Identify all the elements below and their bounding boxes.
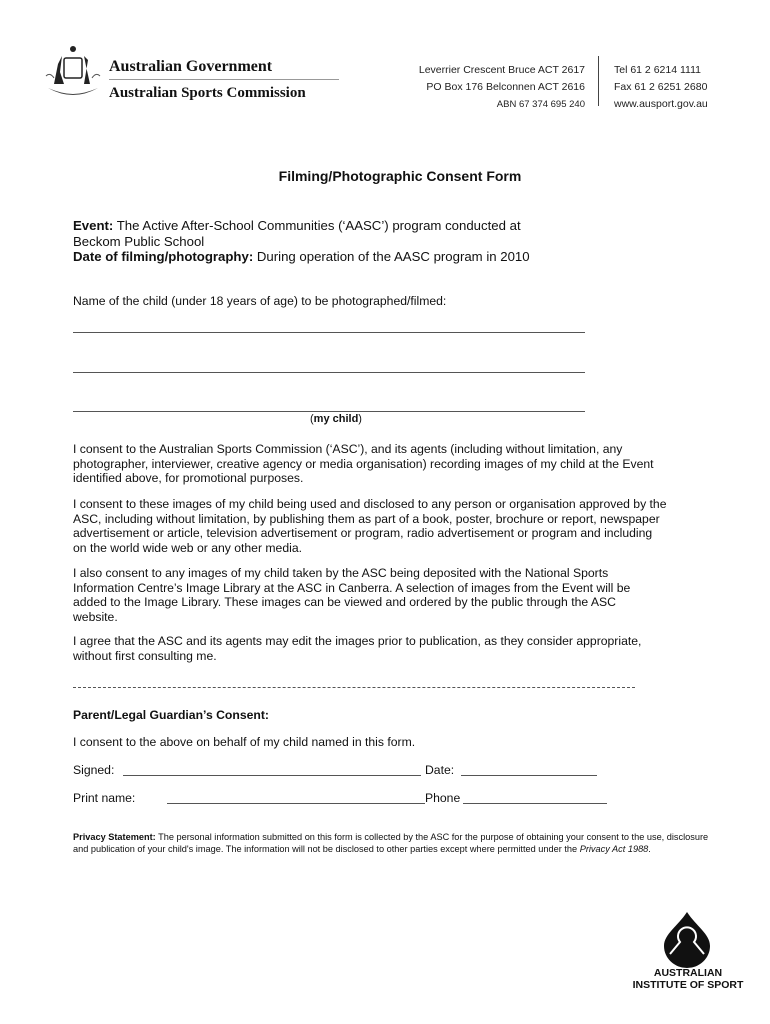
website-link[interactable]: www.ausport.gov.au xyxy=(614,98,708,110)
privacy-act: Privacy Act 1988 xyxy=(579,843,649,854)
event-value-location: Beckom Public School xyxy=(73,233,205,249)
privacy-statement: Privacy Statement: The personal information submitted on this form is collected by the ASC for the purpose of obtaining your consent to the use, disclosure and publication of your child's image. The information will not be disclosed to other parties except where permitted under the Privacy Act 1988. xyxy=(73,832,709,854)
consent-paragraph: I agree that the ASC and its agents may edit the images prior to publication, as they consider appropriate, without first consulting me. xyxy=(73,634,642,663)
address-line: Leverrier Crescent Bruce ACT 2617 xyxy=(418,64,585,76)
guardian-statement: I consent to the above on behalf of my child named in this form. xyxy=(73,735,416,749)
privacy-label: Privacy Statement: xyxy=(73,832,156,842)
ais-line-2: INSTITUTE OF SPORT xyxy=(632,979,744,991)
coat-of-arms-icon xyxy=(44,44,102,104)
phone: Tel 61 2 6214 1111 xyxy=(614,64,701,76)
ais-logo-text xyxy=(620,967,756,991)
contact-block xyxy=(614,62,708,113)
consent-paragraph: I consent to these images of my child being used and disclosed to any person or organisation approved by the ASC, including without limitation, by publishing them as part of a book, poster, brochure or report, newspaper advertisement or article, television advertisement or program, radio advertisement or program and including on the world wide web or any other media. xyxy=(73,497,667,555)
child-name-prompt: Name of the child (under 18 years of age) to be photographed/filmed: xyxy=(73,294,447,308)
consent-paragraph: I also consent to any images of my child taken by the ASC being deposited with the National Sports Information Centre’s Image Library at the ASC in Canberra. A selection of images from the Event will be added to the Image Library. These images can be viewed and ordered by the public through the ASC website. xyxy=(73,566,631,624)
org-primary: Australian Government xyxy=(109,58,273,75)
my-child-caption: (my child) xyxy=(310,413,362,425)
child-name-line-3[interactable] xyxy=(73,411,585,412)
org-secondary: Australian Sports Commission xyxy=(109,85,306,101)
header-divider xyxy=(109,79,339,80)
privacy-text: The personal information submitted on this form is collected by the ASC for the purpose of obtaining your consent to the use, disclosure and publication of your child's image. The information will not be disclosed to other parties except where permitted under the xyxy=(73,832,709,854)
child-name-line-2[interactable] xyxy=(73,372,585,373)
date-value: During operation of the AASC program in 2010 xyxy=(256,249,530,264)
page-title: Filming/Photographic Consent Form xyxy=(278,168,522,184)
child-name-line-1[interactable] xyxy=(73,332,585,333)
consent-paragraph: I consent to the Australian Sports Commission (‘ASC’), and its agents (including without limitation, any photographer, interviewer, creative agency or media organisation) recording images of my child at the Event identified above, for promotional purposes. xyxy=(73,442,654,485)
date-field[interactable] xyxy=(461,775,597,776)
signed-label: Signed: xyxy=(73,763,115,777)
fax: Fax 61 2 6251 2680 xyxy=(614,81,708,93)
abn: ABN 67 374 695 240 xyxy=(496,99,585,110)
ais-logo-icon xyxy=(660,912,714,968)
ais-line-1: AUSTRALIAN xyxy=(653,967,723,979)
signature-field[interactable] xyxy=(123,775,421,776)
event-label: Event: xyxy=(73,218,114,233)
event-value: The Active After-School Communities (‘AASC’) program conducted at xyxy=(116,218,521,233)
date-label: Date of filming/photography: xyxy=(73,249,254,264)
date-field-label: Date: xyxy=(425,763,455,777)
print-name-field[interactable] xyxy=(167,803,425,804)
address-block xyxy=(419,62,585,113)
header-vertical-divider xyxy=(598,56,599,106)
guardian-heading: Parent/Legal Guardian’s Consent: xyxy=(73,708,269,722)
phone-field-label: Phone xyxy=(425,791,461,805)
print-name-label: Print name: xyxy=(73,791,136,805)
section-divider xyxy=(73,687,635,688)
event-block xyxy=(73,218,673,265)
address-line: PO Box 176 Belconnen ACT 2616 xyxy=(426,81,585,93)
phone-field[interactable] xyxy=(463,803,607,804)
